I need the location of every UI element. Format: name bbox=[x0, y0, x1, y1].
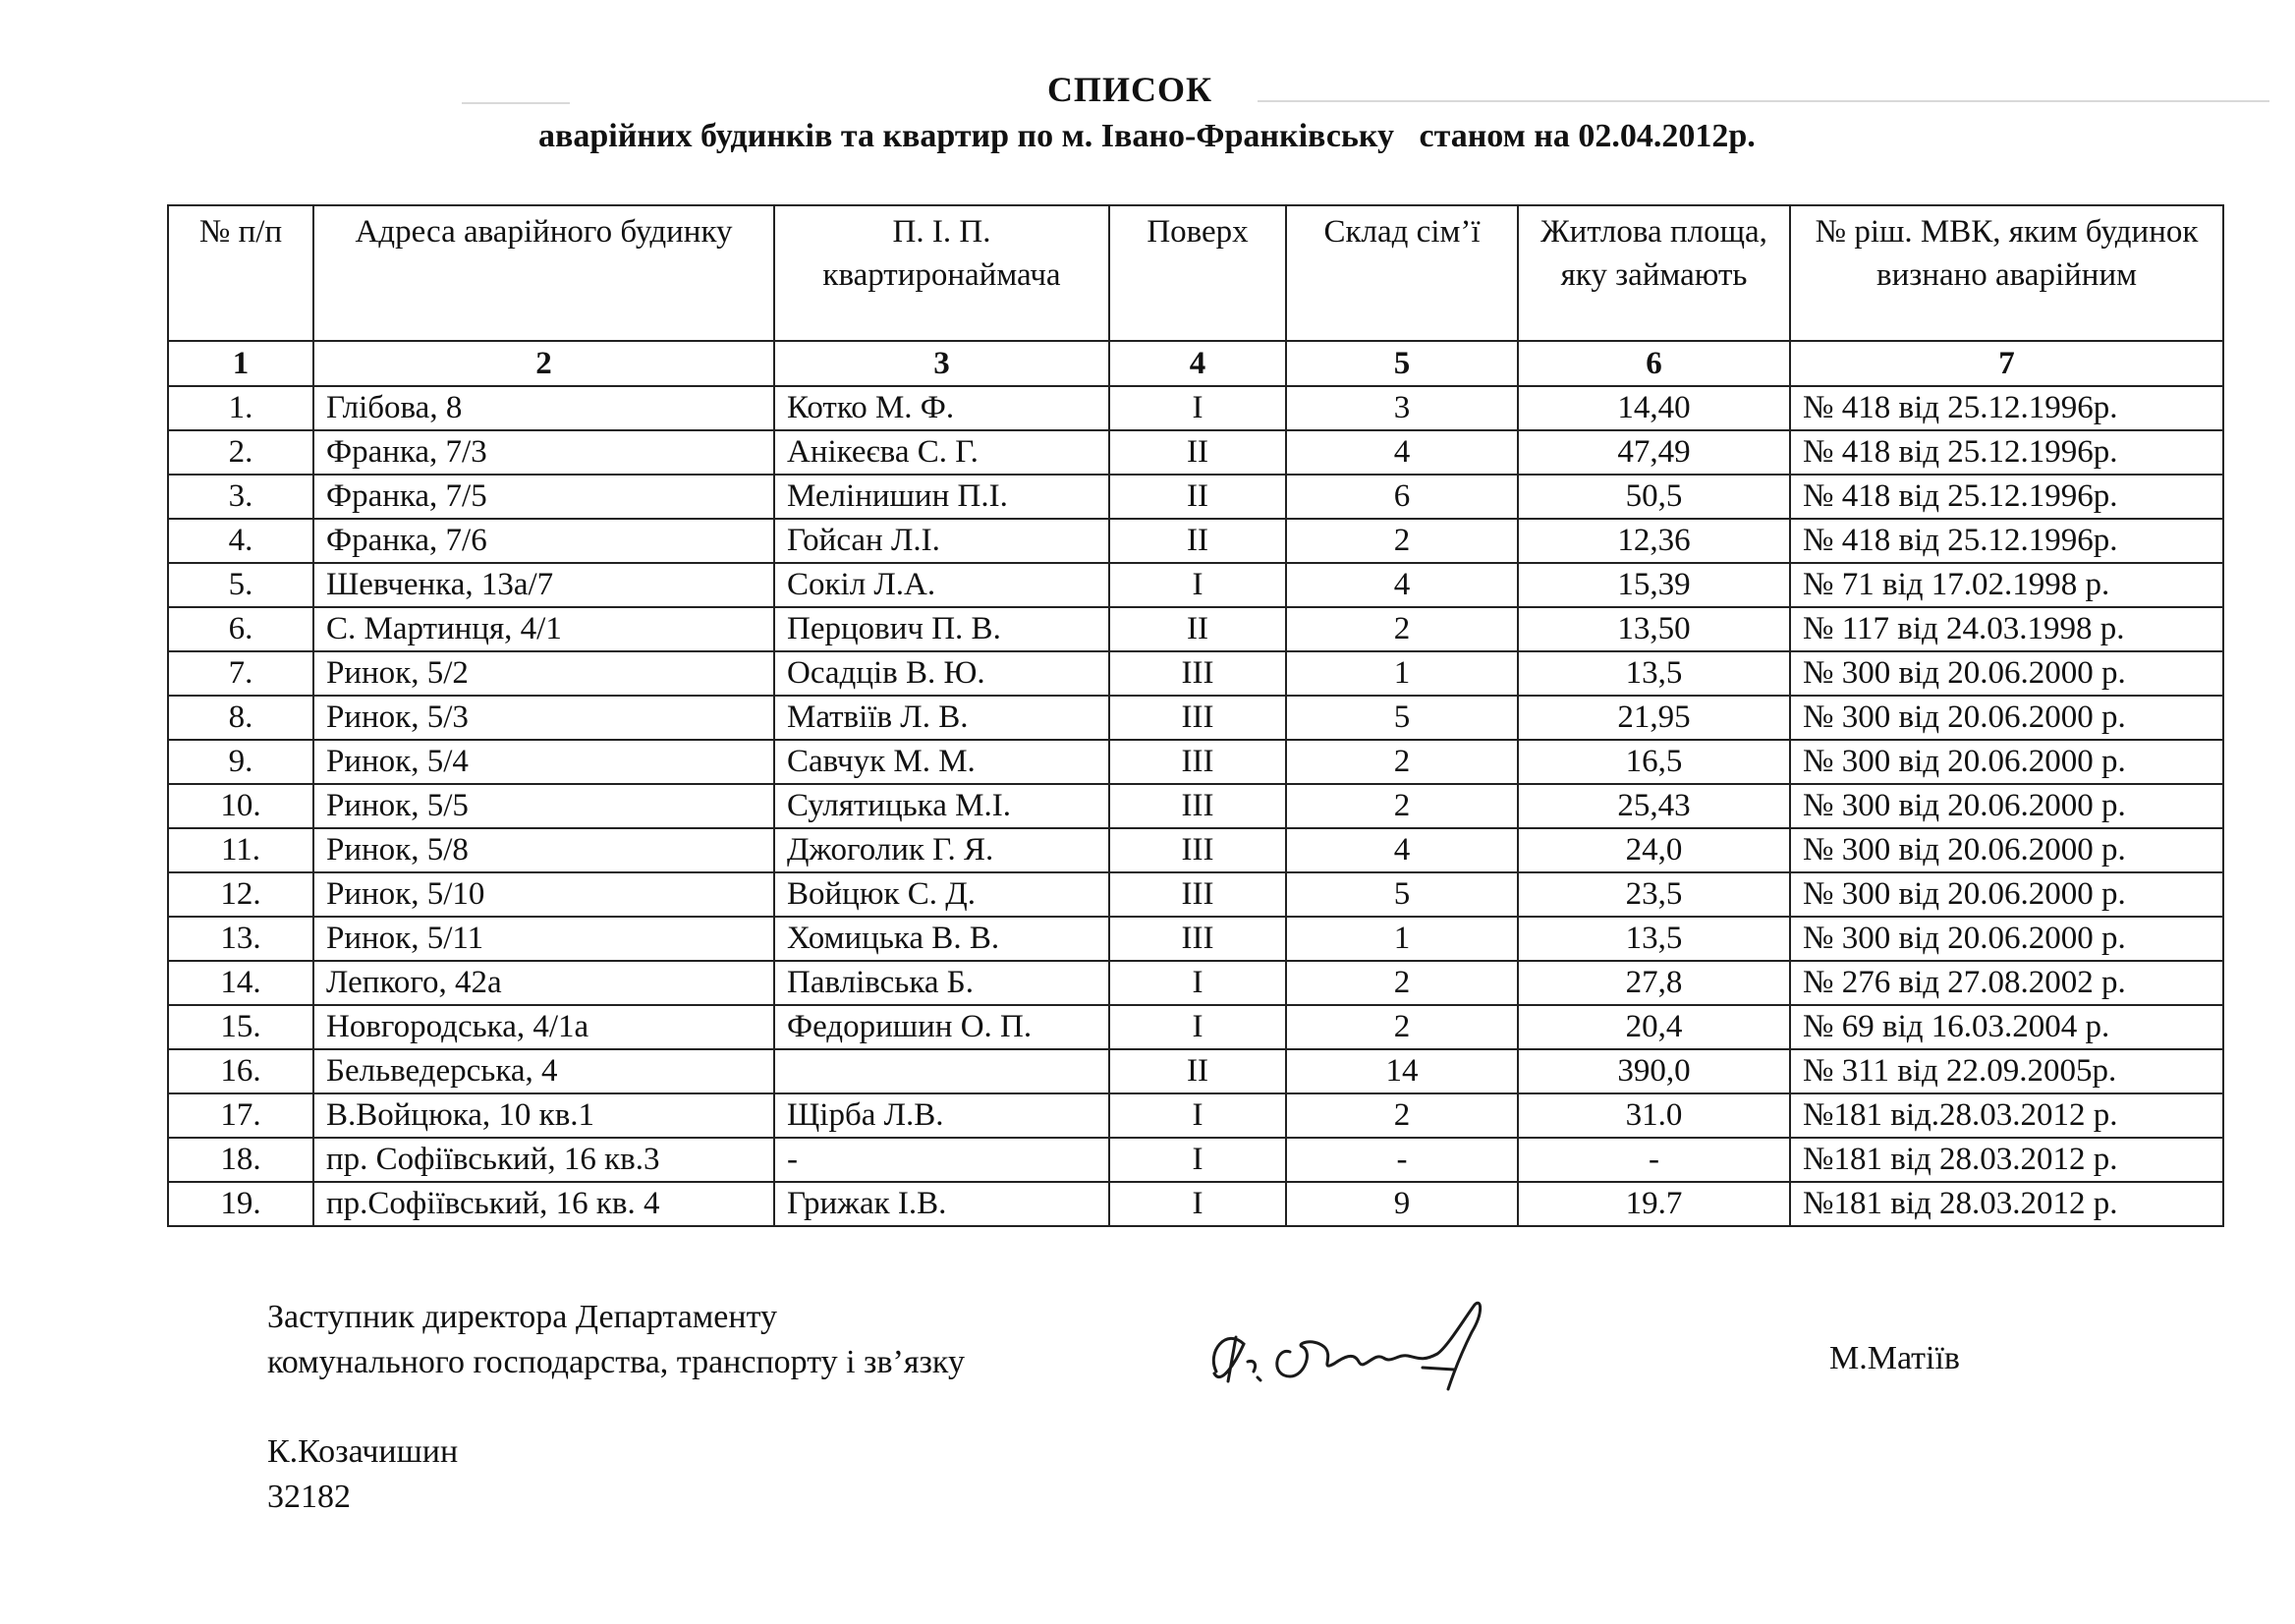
living-area: 47,49 bbox=[1518, 430, 1790, 475]
building-address: С. Мартинця, 4/1 bbox=[313, 607, 774, 651]
table-row bbox=[168, 740, 2223, 784]
row-number: 12. bbox=[168, 872, 313, 917]
table-row bbox=[168, 1138, 2223, 1182]
header-number: № п/п bbox=[168, 205, 313, 341]
family-size: 2 bbox=[1286, 1093, 1518, 1138]
header-address: Адреса аварійного будинку bbox=[313, 205, 774, 341]
decision-number: № 117 від 24.03.1998 р. bbox=[1790, 607, 2223, 651]
living-area: 27,8 bbox=[1518, 961, 1790, 1005]
living-area: 23,5 bbox=[1518, 872, 1790, 917]
floor: I bbox=[1109, 961, 1286, 1005]
decision-number: № 418 від 25.12.1996р. bbox=[1790, 386, 2223, 430]
family-size: 3 bbox=[1286, 386, 1518, 430]
decision-number: № 300 від 20.06.2000 р. bbox=[1790, 917, 2223, 961]
building-address: Франка, 7/3 bbox=[313, 430, 774, 475]
floor: II bbox=[1109, 475, 1286, 519]
floor: III bbox=[1109, 740, 1286, 784]
decision-number: № 300 від 20.06.2000 р. bbox=[1790, 651, 2223, 696]
family-size: 2 bbox=[1286, 519, 1518, 563]
floor: II bbox=[1109, 607, 1286, 651]
tenant-name: Грижак І.В. bbox=[774, 1182, 1109, 1226]
living-area: 20,4 bbox=[1518, 1005, 1790, 1049]
floor: II bbox=[1109, 430, 1286, 475]
decision-number: № 300 від 20.06.2000 р. bbox=[1790, 872, 2223, 917]
tenant-name: Перцович П. В. bbox=[774, 607, 1109, 651]
floor: III bbox=[1109, 651, 1286, 696]
building-address: пр. Софіївський, 16 кв.3 bbox=[313, 1138, 774, 1182]
living-area: 25,43 bbox=[1518, 784, 1790, 828]
living-area: 15,39 bbox=[1518, 563, 1790, 607]
family-size: 2 bbox=[1286, 607, 1518, 651]
family-size: 5 bbox=[1286, 872, 1518, 917]
column-number-row bbox=[168, 341, 2223, 386]
floor: III bbox=[1109, 917, 1286, 961]
living-area: 24,0 bbox=[1518, 828, 1790, 872]
floor: III bbox=[1109, 696, 1286, 740]
family-size: 1 bbox=[1286, 917, 1518, 961]
table-row bbox=[168, 563, 2223, 607]
executor-name: К.Козачишин bbox=[267, 1433, 459, 1470]
tenant-name bbox=[774, 1049, 1109, 1093]
tenant-name: Гойсан Л.І. bbox=[774, 519, 1109, 563]
tenant-name: Савчук М. М. bbox=[774, 740, 1109, 784]
decision-number: № 300 від 20.06.2000 р. bbox=[1790, 828, 2223, 872]
table-row bbox=[168, 828, 2223, 872]
living-area: 50,5 bbox=[1518, 475, 1790, 519]
decision-number: № 276 від 27.08.2002 р. bbox=[1790, 961, 2223, 1005]
floor: III bbox=[1109, 872, 1286, 917]
table-row bbox=[168, 1093, 2223, 1138]
living-area: 19.7 bbox=[1518, 1182, 1790, 1226]
family-size: 2 bbox=[1286, 784, 1518, 828]
table-body bbox=[168, 386, 2223, 1226]
row-number: 2. bbox=[168, 430, 313, 475]
family-size: 2 bbox=[1286, 740, 1518, 784]
floor: I bbox=[1109, 563, 1286, 607]
tenant-name: Хомицька В. В. bbox=[774, 917, 1109, 961]
floor: II bbox=[1109, 1049, 1286, 1093]
table-row bbox=[168, 961, 2223, 1005]
decision-number: № 300 від 20.06.2000 р. bbox=[1790, 696, 2223, 740]
living-area: 13,5 bbox=[1518, 917, 1790, 961]
living-area: 12,36 bbox=[1518, 519, 1790, 563]
family-size: 6 bbox=[1286, 475, 1518, 519]
table-row bbox=[168, 784, 2223, 828]
building-address: Ринок, 5/3 bbox=[313, 696, 774, 740]
floor: III bbox=[1109, 784, 1286, 828]
tenant-name: Матвіїв Л. В. bbox=[774, 696, 1109, 740]
living-area: 16,5 bbox=[1518, 740, 1790, 784]
column-number: 5 bbox=[1286, 341, 1518, 386]
living-area: - bbox=[1518, 1138, 1790, 1182]
decision-number: №181 від.28.03.2012 р. bbox=[1790, 1093, 2223, 1138]
building-address: Лепкого, 42а bbox=[313, 961, 774, 1005]
row-number: 16. bbox=[168, 1049, 313, 1093]
decision-number: № 300 від 20.06.2000 р. bbox=[1790, 740, 2223, 784]
table-row bbox=[168, 651, 2223, 696]
tenant-name: Сокіл Л.А. bbox=[774, 563, 1109, 607]
table-row bbox=[168, 1182, 2223, 1226]
tenant-name: Федоришин О. П. bbox=[774, 1005, 1109, 1049]
tenant-name: Войцюк С. Д. bbox=[774, 872, 1109, 917]
row-number: 5. bbox=[168, 563, 313, 607]
decision-number: № 418 від 25.12.1996р. bbox=[1790, 519, 2223, 563]
position-line-1: Заступник директора Департаменту bbox=[267, 1299, 777, 1335]
row-number: 11. bbox=[168, 828, 313, 872]
family-size: 5 bbox=[1286, 696, 1518, 740]
row-number: 8. bbox=[168, 696, 313, 740]
decision-number: №181 від 28.03.2012 р. bbox=[1790, 1138, 2223, 1182]
row-number: 17. bbox=[168, 1093, 313, 1138]
row-number: 7. bbox=[168, 651, 313, 696]
header-family: Склад сім’ї bbox=[1286, 205, 1518, 341]
family-size: 2 bbox=[1286, 1005, 1518, 1049]
header-row bbox=[168, 205, 2223, 341]
tenant-name: Сулятицька М.І. bbox=[774, 784, 1109, 828]
family-size: 4 bbox=[1286, 828, 1518, 872]
column-number: 2 bbox=[313, 341, 774, 386]
row-number: 10. bbox=[168, 784, 313, 828]
row-number: 9. bbox=[168, 740, 313, 784]
living-area: 14,40 bbox=[1518, 386, 1790, 430]
signatory-name: М.Матіїв bbox=[1829, 1340, 1960, 1376]
header-area: Житлова площа, яку займають bbox=[1518, 205, 1790, 341]
decision-number: № 71 від 17.02.1998 р. bbox=[1790, 563, 2223, 607]
header-decision: № ріш. МВК, яким будинок визнано аварійним bbox=[1790, 205, 2223, 341]
table-row bbox=[168, 1005, 2223, 1049]
table-row bbox=[168, 917, 2223, 961]
building-address: Глібова, 8 bbox=[313, 386, 774, 430]
table-row bbox=[168, 872, 2223, 917]
decision-number: №181 від 28.03.2012 р. bbox=[1790, 1182, 2223, 1226]
emergency-buildings-table bbox=[167, 204, 2224, 1227]
family-size: 4 bbox=[1286, 563, 1518, 607]
decision-number: № 69 від 16.03.2004 р. bbox=[1790, 1005, 2223, 1049]
family-size: 2 bbox=[1286, 961, 1518, 1005]
header-floor: Поверх bbox=[1109, 205, 1286, 341]
living-area: 21,95 bbox=[1518, 696, 1790, 740]
row-number: 4. bbox=[168, 519, 313, 563]
tenant-name: Джоголик Г. Я. bbox=[774, 828, 1109, 872]
tenant-name: Щірба Л.В. bbox=[774, 1093, 1109, 1138]
tenant-name: - bbox=[774, 1138, 1109, 1182]
row-number: 19. bbox=[168, 1182, 313, 1226]
tenant-name: Котко М. Ф. bbox=[774, 386, 1109, 430]
tenant-name: Осадців В. Ю. bbox=[774, 651, 1109, 696]
row-number: 1. bbox=[168, 386, 313, 430]
building-address: Франка, 7/5 bbox=[313, 475, 774, 519]
living-area: 13,5 bbox=[1518, 651, 1790, 696]
building-address: Новгородська, 4/1а bbox=[313, 1005, 774, 1049]
table-row bbox=[168, 696, 2223, 740]
table-row bbox=[168, 1049, 2223, 1093]
column-number: 6 bbox=[1518, 341, 1790, 386]
family-size: 1 bbox=[1286, 651, 1518, 696]
document-title: СПИСОК bbox=[1046, 70, 1213, 109]
building-address: Ринок, 5/5 bbox=[313, 784, 774, 828]
family-size: - bbox=[1286, 1138, 1518, 1182]
table-row bbox=[168, 475, 2223, 519]
building-address: Бельведерська, 4 bbox=[313, 1049, 774, 1093]
column-number: 4 bbox=[1109, 341, 1286, 386]
column-number: 1 bbox=[168, 341, 313, 386]
family-size: 14 bbox=[1286, 1049, 1518, 1093]
floor: I bbox=[1109, 1093, 1286, 1138]
row-number: 6. bbox=[168, 607, 313, 651]
row-number: 18. bbox=[168, 1138, 313, 1182]
tenant-name: Мелінишин П.І. bbox=[774, 475, 1109, 519]
floor: III bbox=[1109, 828, 1286, 872]
floor: I bbox=[1109, 1138, 1286, 1182]
decision-number: № 418 від 25.12.1996р. bbox=[1790, 475, 2223, 519]
table-row bbox=[168, 607, 2223, 651]
position-line-2: комунального господарства, транспорту і зв’язку bbox=[267, 1344, 965, 1380]
column-number: 3 bbox=[774, 341, 1109, 386]
tenant-name: Анікеєва С. Г. bbox=[774, 430, 1109, 475]
tenant-name: Павлівська Б. bbox=[774, 961, 1109, 1005]
executor-block bbox=[267, 1429, 458, 1520]
floor: I bbox=[1109, 386, 1286, 430]
decision-number: № 311 від 22.09.2005р. bbox=[1790, 1049, 2223, 1093]
column-number: 7 bbox=[1790, 341, 2223, 386]
building-address: Ринок, 5/8 bbox=[313, 828, 774, 872]
building-address: Ринок, 5/11 bbox=[313, 917, 774, 961]
row-number: 15. bbox=[168, 1005, 313, 1049]
family-size: 9 bbox=[1286, 1182, 1518, 1226]
signatory-position bbox=[267, 1295, 965, 1385]
table-row bbox=[168, 386, 2223, 430]
building-address: Шевченка, 13а/7 bbox=[313, 563, 774, 607]
handwritten-signature bbox=[1197, 1293, 1491, 1401]
floor: II bbox=[1109, 519, 1286, 563]
executor-phone: 32182 bbox=[267, 1479, 351, 1515]
living-area: 13,50 bbox=[1518, 607, 1790, 651]
floor: I bbox=[1109, 1005, 1286, 1049]
decision-number: № 418 від 25.12.1996р. bbox=[1790, 430, 2223, 475]
building-address: Франка, 7/6 bbox=[313, 519, 774, 563]
row-number: 13. bbox=[168, 917, 313, 961]
building-address: Ринок, 5/2 bbox=[313, 651, 774, 696]
header-tenant: П. І. П. квартиронаймача bbox=[774, 205, 1109, 341]
family-size: 4 bbox=[1286, 430, 1518, 475]
row-number: 14. bbox=[168, 961, 313, 1005]
table-row bbox=[168, 430, 2223, 475]
living-area: 31.0 bbox=[1518, 1093, 1790, 1138]
living-area: 390,0 bbox=[1518, 1049, 1790, 1093]
decision-number: № 300 від 20.06.2000 р. bbox=[1790, 784, 2223, 828]
building-address: пр.Софіївський, 16 кв. 4 bbox=[313, 1182, 774, 1226]
row-number: 3. bbox=[168, 475, 313, 519]
building-address: Ринок, 5/4 bbox=[313, 740, 774, 784]
document-subtitle: аварійних будинків та квартир по м. Івано-Франківську станом на 02.04.2012р. bbox=[538, 118, 1756, 154]
building-address: Ринок, 5/10 bbox=[313, 872, 774, 917]
table-row bbox=[168, 519, 2223, 563]
building-address: В.Войцюка, 10 кв.1 bbox=[313, 1093, 774, 1138]
floor: I bbox=[1109, 1182, 1286, 1226]
